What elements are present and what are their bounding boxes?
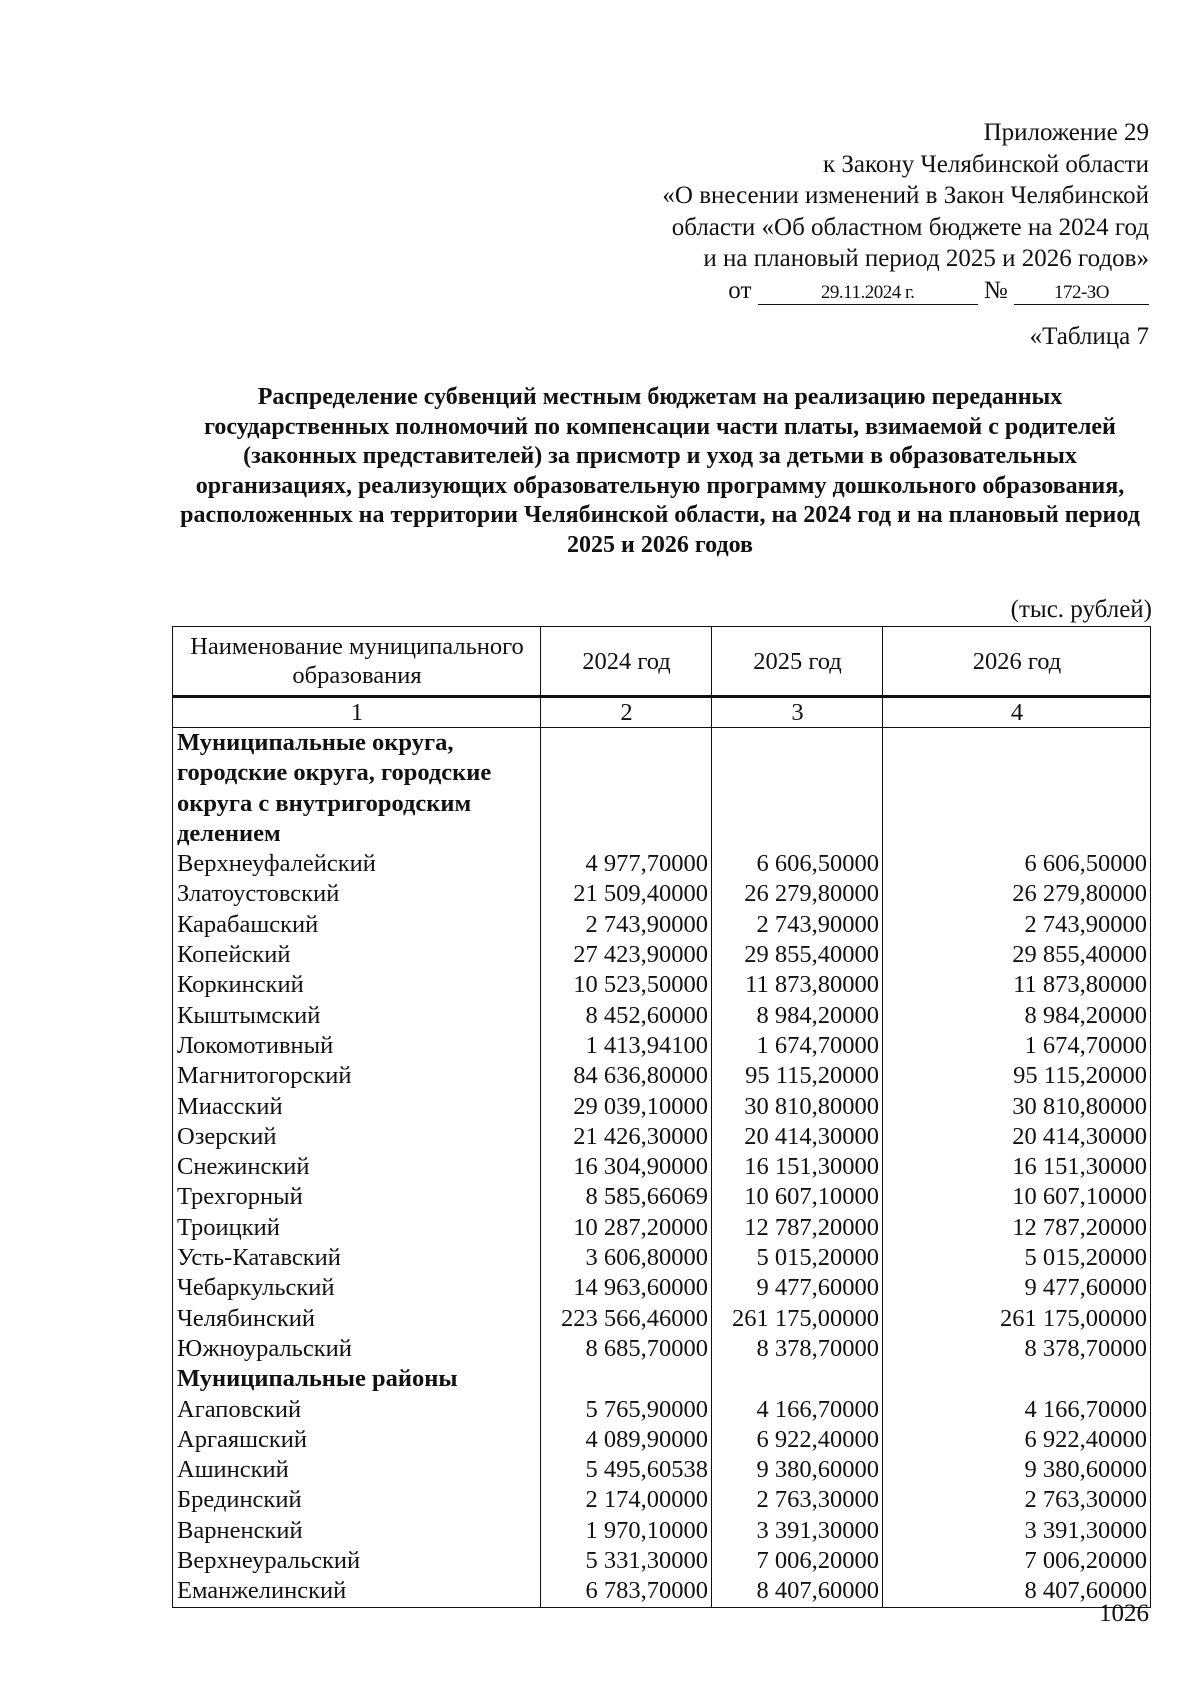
table-header-row xyxy=(173,627,1151,697)
value-2025: 2 743,90000 xyxy=(712,910,883,940)
value-2025: 2 763,30000 xyxy=(712,1485,883,1515)
value-2025: 6 922,40000 xyxy=(712,1425,883,1455)
municipality-name: Миасский xyxy=(173,1092,541,1122)
value-2025: 261 175,00000 xyxy=(712,1304,883,1334)
column-header-name: Наименование муниципального образования xyxy=(173,627,541,697)
table-row xyxy=(173,1273,1151,1303)
value-2026: 6 922,40000 xyxy=(883,1425,1151,1455)
value-2026: 8 984,20000 xyxy=(883,1001,1151,1031)
empty-cell xyxy=(712,1364,883,1394)
value-2025: 7 006,20000 xyxy=(712,1546,883,1576)
value-2026: 30 810,80000 xyxy=(883,1092,1151,1122)
table-row xyxy=(173,1304,1151,1334)
municipality-name: Локомотивный xyxy=(173,1031,541,1061)
municipality-name: Копейский xyxy=(173,940,541,970)
municipality-name: Озерский xyxy=(173,1122,541,1152)
table-row xyxy=(173,1092,1151,1122)
table-row xyxy=(173,1334,1151,1364)
table-row xyxy=(173,1061,1151,1091)
value-2026: 8 407,60000 xyxy=(883,1576,1151,1607)
empty-cell xyxy=(883,1364,1151,1394)
section-title: Муниципальные округа, городские округа, городские округа с внутригородским делением xyxy=(173,728,541,850)
value-2025: 30 810,80000 xyxy=(712,1092,883,1122)
value-2026: 9 380,60000 xyxy=(883,1455,1151,1485)
table-row xyxy=(173,879,1151,909)
table-row xyxy=(173,970,1151,1000)
column-header-2025: 2025 год xyxy=(712,627,883,697)
value-2024: 4 089,90000 xyxy=(541,1425,712,1455)
value-2024: 5 765,90000 xyxy=(541,1395,712,1425)
value-2024: 2 174,00000 xyxy=(541,1485,712,1515)
column-number-3: 3 xyxy=(712,697,883,728)
value-2025: 20 414,30000 xyxy=(712,1122,883,1152)
value-2024: 5 495,60538 xyxy=(541,1455,712,1485)
value-2024: 21 509,40000 xyxy=(541,879,712,909)
municipality-name: Кыштымский xyxy=(173,1001,541,1031)
table-row xyxy=(173,910,1151,940)
annex-line-1: Приложение 29 xyxy=(983,119,1149,146)
value-2025: 8 984,20000 xyxy=(712,1001,883,1031)
value-2025: 5 015,20000 xyxy=(712,1243,883,1273)
from-label: от xyxy=(728,276,752,304)
value-2026: 8 378,70000 xyxy=(883,1334,1151,1364)
column-number-4: 4 xyxy=(883,697,1151,728)
value-2025: 11 873,80000 xyxy=(712,970,883,1000)
value-2025: 16 151,30000 xyxy=(712,1152,883,1182)
municipality-name: Еманжелинский xyxy=(173,1576,541,1607)
municipality-name: Троицкий xyxy=(173,1213,541,1243)
value-2024: 29 039,10000 xyxy=(541,1092,712,1122)
table-body xyxy=(173,627,1151,1608)
municipality-name: Агаповский xyxy=(173,1395,541,1425)
municipality-name: Трехгорный xyxy=(173,1182,541,1212)
empty-cell xyxy=(712,728,883,850)
municipality-name: Челябинский xyxy=(173,1304,541,1334)
value-2024: 8 452,60000 xyxy=(541,1001,712,1031)
column-number-2: 2 xyxy=(541,697,712,728)
value-2026: 29 855,40000 xyxy=(883,940,1151,970)
value-2026: 11 873,80000 xyxy=(883,970,1151,1000)
value-2025: 3 391,30000 xyxy=(712,1516,883,1546)
value-2024: 223 566,46000 xyxy=(541,1304,712,1334)
value-2024: 8 585,66069 xyxy=(541,1182,712,1212)
value-2024: 16 304,90000 xyxy=(541,1152,712,1182)
value-2026: 7 006,20000 xyxy=(883,1546,1151,1576)
value-2024: 21 426,30000 xyxy=(541,1122,712,1152)
law-date: 29.11.2024 г. xyxy=(758,282,978,305)
value-2026: 26 279,80000 xyxy=(883,879,1151,909)
municipality-name: Снежинский xyxy=(173,1152,541,1182)
value-2024: 4 977,70000 xyxy=(541,849,712,879)
value-2026: 2 743,90000 xyxy=(883,910,1151,940)
value-2025: 9 477,60000 xyxy=(712,1273,883,1303)
value-2024: 84 636,80000 xyxy=(541,1061,712,1091)
value-2026: 261 175,00000 xyxy=(883,1304,1151,1334)
law-signature-line xyxy=(449,275,1149,307)
municipality-name: Коркинский xyxy=(173,970,541,1000)
table-row xyxy=(173,1455,1151,1485)
law-number: 172-ЗО xyxy=(1014,282,1149,305)
value-2024: 1 970,10000 xyxy=(541,1516,712,1546)
table-row xyxy=(173,940,1151,970)
column-number-1: 1 xyxy=(173,697,541,728)
value-2024: 10 523,50000 xyxy=(541,970,712,1000)
value-2025: 4 166,70000 xyxy=(712,1395,883,1425)
value-2026: 6 606,50000 xyxy=(883,849,1151,879)
municipality-name: Карабашский xyxy=(173,910,541,940)
value-2024: 10 287,20000 xyxy=(541,1213,712,1243)
table-row xyxy=(173,1576,1151,1607)
value-2024: 1 413,94100 xyxy=(541,1031,712,1061)
municipality-name: Брединский xyxy=(173,1485,541,1515)
municipality-name: Варненский xyxy=(173,1516,541,1546)
empty-cell xyxy=(883,728,1151,850)
value-2026: 12 787,20000 xyxy=(883,1213,1151,1243)
value-2026: 20 414,30000 xyxy=(883,1122,1151,1152)
table-row xyxy=(173,1122,1151,1152)
table-row xyxy=(173,1152,1151,1182)
value-2024: 14 963,60000 xyxy=(541,1273,712,1303)
table-label: «Таблица 7 xyxy=(1029,323,1149,350)
units-label: (тыс. рублей) xyxy=(1010,596,1152,623)
table-row xyxy=(173,1243,1151,1273)
value-2024: 3 606,80000 xyxy=(541,1243,712,1273)
column-number-row xyxy=(173,697,1151,728)
value-2025: 9 380,60000 xyxy=(712,1455,883,1485)
value-2026: 4 166,70000 xyxy=(883,1395,1151,1425)
annex-line-4: области «Об областном бюджете на 2024 год xyxy=(671,213,1149,241)
empty-cell xyxy=(541,728,712,850)
section-header-row xyxy=(173,728,1151,850)
column-header-2026: 2026 год xyxy=(883,627,1151,697)
table-row xyxy=(173,849,1151,879)
value-2024: 8 685,70000 xyxy=(541,1334,712,1364)
municipality-name: Аргаяшский xyxy=(173,1425,541,1455)
municipality-name: Златоустовский xyxy=(173,879,541,909)
municipality-name: Верхнеуфалейский xyxy=(173,849,541,879)
value-2026: 9 477,60000 xyxy=(883,1273,1151,1303)
value-2025: 1 674,70000 xyxy=(712,1031,883,1061)
table-row xyxy=(173,1516,1151,1546)
table-row xyxy=(173,1031,1151,1061)
value-2025: 8 378,70000 xyxy=(712,1334,883,1364)
number-label: № xyxy=(983,276,1008,304)
municipality-name: Чебаркульский xyxy=(173,1273,541,1303)
value-2024: 2 743,90000 xyxy=(541,910,712,940)
value-2024: 27 423,90000 xyxy=(541,940,712,970)
value-2025: 12 787,20000 xyxy=(712,1213,883,1243)
value-2025: 29 855,40000 xyxy=(712,940,883,970)
value-2024: 5 331,30000 xyxy=(541,1546,712,1576)
value-2026: 1 674,70000 xyxy=(883,1031,1151,1061)
value-2026: 3 391,30000 xyxy=(883,1516,1151,1546)
table-row xyxy=(173,1425,1151,1455)
section-header-row xyxy=(173,1364,1151,1394)
municipality-name: Магнитогорский xyxy=(173,1061,541,1091)
value-2026: 5 015,20000 xyxy=(883,1243,1151,1273)
value-2025: 8 407,60000 xyxy=(712,1576,883,1607)
column-header-2024: 2024 год xyxy=(541,627,712,697)
value-2026: 16 151,30000 xyxy=(883,1152,1151,1182)
municipality-name: Ашинский xyxy=(173,1455,541,1485)
table-row xyxy=(173,1395,1151,1425)
value-2025: 95 115,20000 xyxy=(712,1061,883,1091)
municipality-name: Усть-Катавский xyxy=(173,1243,541,1273)
value-2026: 2 763,30000 xyxy=(883,1485,1151,1515)
municipality-name: Южноуральский xyxy=(173,1334,541,1364)
subvention-table xyxy=(172,626,1151,1608)
value-2025: 10 607,10000 xyxy=(712,1182,883,1212)
table-row xyxy=(173,1546,1151,1576)
table-row xyxy=(173,1182,1151,1212)
section-title: Муниципальные районы xyxy=(173,1364,541,1394)
value-2024: 6 783,70000 xyxy=(541,1576,712,1607)
table-row xyxy=(173,1001,1151,1031)
annex-header xyxy=(449,117,1149,306)
document-heading: Распределение субвенций местным бюджетам на реализацию переданных государственных полномочий по компенсации части платы, взимаемой с родителей (законных представителей) за присмотр и уход за детьми в образовательных организациях, реализующих образовательную программу дошкольного образования, расположенных на территории Челябинской области, на 2024 год и на плановый период 2025 и 2026 годов xyxy=(180,384,1140,558)
annex-line-5: и на плановый период 2025 и 2026 годов» xyxy=(703,245,1149,272)
table-row xyxy=(173,1213,1151,1243)
annex-line-2: к Закону Челябинской области xyxy=(823,150,1149,178)
annex-line-3: «О внесении изменений в Закон Челябинской xyxy=(662,182,1149,209)
value-2026: 10 607,10000 xyxy=(883,1182,1151,1212)
value-2025: 6 606,50000 xyxy=(712,849,883,879)
value-2025: 26 279,80000 xyxy=(712,879,883,909)
page-number: 1026 xyxy=(1099,1600,1149,1627)
municipality-name: Верхнеуральский xyxy=(173,1546,541,1576)
empty-cell xyxy=(541,1364,712,1394)
value-2026: 95 115,20000 xyxy=(883,1061,1151,1091)
table-row xyxy=(173,1485,1151,1515)
